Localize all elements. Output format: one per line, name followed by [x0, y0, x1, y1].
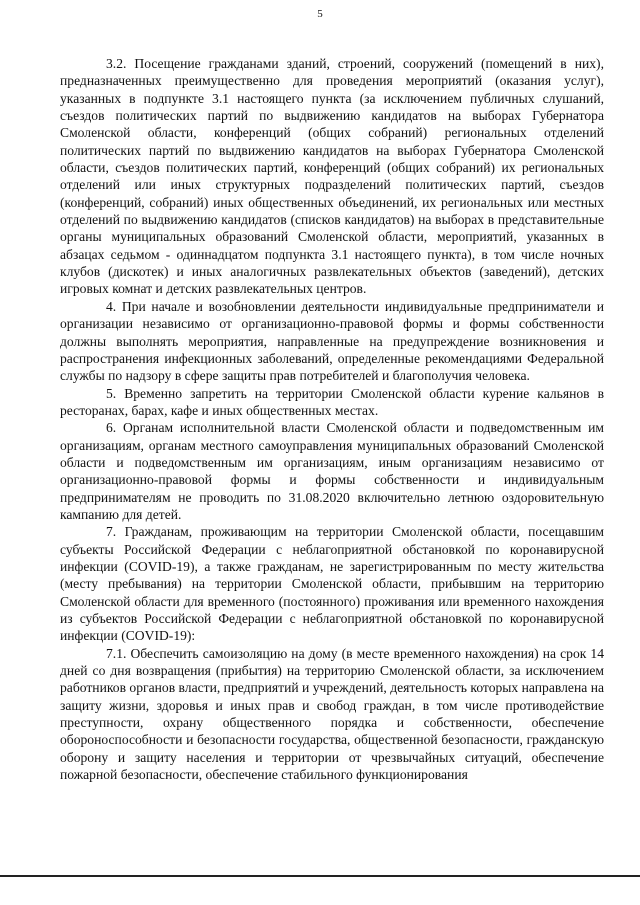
scan-edge-line [0, 875, 640, 877]
paragraph-4: 4. При начале и возобновлении деятельности индивидуальные предприниматели и организации независимо от организационно-правовой формы и формы собственности должны выполнять мероприятия, направленные на предупреждение возникновения и распространения инфекционных заболеваний, определенные рекомендациями Федеральной службы по надзору в сфере защиты прав потребителей и благополучия человека. [60, 298, 604, 384]
paragraph-7-1: 7.1. Обеспечить самоизоляцию на дому (в месте временного нахождения) на срок 14 дней со дня возвращения (прибытия) на территорию Смоленской области, за исключением работников органов власти, предприятий и учреждений, деятельность которых направлена на защиту жизни, здоровья и иных прав и свобод граждан, в том числе противодействие преступности, охрану общественного порядка и собственности, обеспечение обороноспособности и безопасности государства, общественной безопасности, гражданскую оборону и защиту населения и территории от чрезвычайных ситуаций, обеспечение пожарной безопасности, обеспечение стабильного функционирования [60, 645, 604, 783]
paragraph-3-2: 3.2. Посещение гражданами зданий, строений, сооружений (помещений в них), предназначенных преимущественно для проведения мероприятий (оказания услуг), указанных в подпункте 3.1 настоящего пункта (за исключением публичных слушаний, съездов политических партий по выдвижению кандидатов на выборах Губернатора Смоленской области, конференций (общих собраний) региональных отделений политических партий по выдвижению кандидатов на выборах Губернатора Смоленской области, съездов политических партий, конференций (общих собраний) их региональных отделений или иных структурных подразделений политических партий, съездов (конференций, собраний) иных общественных объединений, их региональных или местных отделений по выдвижению кандидатов (списков кандидатов) на выборах в представительные органы муниципальных образований Смоленской области, мероприятий, указанных в абзацах седьмом - одиннадцатом подпункта 3.1 настоящего пункта), в том числе ночных клубов (дискотек) и иных аналогичных развлекательных объектов (заведений), детских игровых комнат и детских развлекательных центров. [60, 56, 604, 297]
page-number: 5 [317, 8, 323, 20]
document-body [60, 55, 604, 783]
paragraph-6: 6. Органам исполнительной власти Смоленской области и подведомственным им организациям, органам местного самоуправления муниципальных образований Смоленской области и подведомственным им организациям, иным организациям независимо от организационно-правовой формы и формы собственности и индивидуальным предпринимателям не проводить по 31.08.2020 включительно летнюю оздоровительную кампанию для детей. [60, 420, 604, 522]
paragraph-7: 7. Гражданам, проживающим на территории Смоленской области, посещавшим субъекты Российской Федерации с неблагоприятной обстановкой по коронавирусной инфекции (COVID-19), а также гражданам, не зарегистрированным по месту жительства (месту пребывания) на территории Смоленской области, прибывшим на территорию Смоленской области для временного (постоянного) проживания или временного нахождения из субъектов Российской Федерации с неблагоприятной обстановкой по коронавирусной инфекции (COVID-19): [60, 524, 604, 644]
paragraph-5: 5. Временно запретить на территории Смоленской области курение кальянов в ресторанах, барах, кафе и иных общественных местах. [60, 385, 604, 418]
